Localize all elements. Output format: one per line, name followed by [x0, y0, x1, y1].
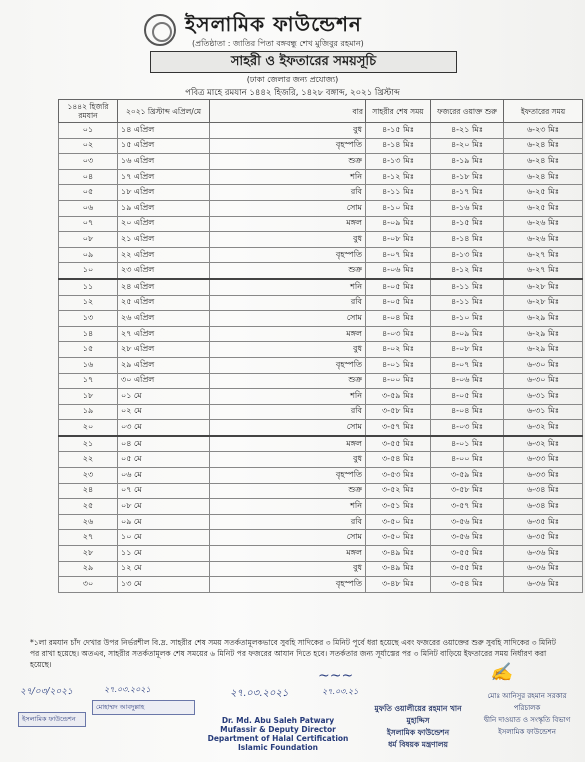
cell-iftar-time: ৬-৩২ মিঃ — [504, 436, 583, 452]
cell-gregorian-date: ০৫ মে — [118, 452, 210, 468]
cell-hijri-day: ০২ — [59, 138, 118, 154]
sig3-title: পরিচালক — [513, 704, 541, 712]
cell-iftar-time: ৬-৩৪ মিঃ — [504, 483, 583, 499]
cell-gregorian-date: ১২ মে — [118, 561, 210, 577]
cell-sahri-end: ৩-৪৮ মিঃ — [366, 577, 431, 593]
cell-fajr-start: ৪-১১ মিঃ — [431, 295, 504, 311]
table-row — [59, 295, 583, 311]
cell-hijri-day: ১৮ — [59, 389, 118, 405]
cell-iftar-time: ৬-৩৪ মিঃ — [504, 499, 583, 515]
cell-weekday: মঙ্গল — [210, 546, 366, 562]
table-row — [59, 404, 583, 420]
table-row — [59, 436, 583, 452]
cell-weekday: বৃহস্পতি — [210, 357, 366, 373]
cell-hijri-day: ২২ — [59, 452, 118, 468]
cell-iftar-time: ৬-২৬ মিঃ — [504, 216, 583, 232]
cell-iftar-time: ৬-৩০ মিঃ — [504, 373, 583, 389]
cell-hijri-day: ১৩ — [59, 311, 118, 327]
table-row — [59, 138, 583, 154]
table-row — [59, 373, 583, 389]
table-row — [59, 420, 583, 436]
cell-gregorian-date: ২৬ এপ্রিল — [118, 311, 210, 327]
table-row — [59, 154, 583, 170]
stamp-left-label: ইসলামিক ফাউন্ডেশন — [22, 715, 76, 723]
cell-fajr-start: ৪-০৬ মিঃ — [431, 373, 504, 389]
stamp-name-abdullah-text: মোহাম্মদ আবদুল্লাহ — [96, 703, 145, 711]
col-header-day: বার — [210, 100, 366, 123]
cell-sahri-end: ৩-৪৯ মিঃ — [366, 561, 431, 577]
cell-sahri-end: ৩-৫৭ মিঃ — [366, 420, 431, 436]
table-row — [59, 247, 583, 263]
cell-hijri-day: ২৪ — [59, 483, 118, 499]
cell-fajr-start: ৪-১২ মিঃ — [431, 263, 504, 279]
table-row — [59, 232, 583, 248]
cell-sahri-end: ৩-৫০ মিঃ — [366, 530, 431, 546]
cell-weekday: সোম — [210, 200, 366, 216]
cell-weekday: শুক্র — [210, 154, 366, 170]
cell-iftar-time: ৬-২৩ মিঃ — [504, 123, 583, 139]
cell-fajr-start: ৪-১০ মিঃ — [431, 311, 504, 327]
sig1-org: Islamic Foundation — [237, 743, 319, 752]
cell-weekday: সোম — [210, 530, 366, 546]
table-row — [59, 483, 583, 499]
table-row — [59, 169, 583, 185]
table-row — [59, 577, 583, 593]
cell-weekday: শুক্র — [210, 483, 366, 499]
cell-gregorian-date: ০৯ মে — [118, 514, 210, 530]
cell-fajr-start: ৪-০৭ মিঃ — [431, 357, 504, 373]
cell-fajr-start: ৪-০৫ মিঃ — [431, 389, 504, 405]
cell-sahri-end: ৩-৫৮ মিঃ — [366, 404, 431, 420]
cell-iftar-time: ৬-৩৩ মিঃ — [504, 468, 583, 484]
col-header-sahri: সাহরীর শেষ সময় — [366, 100, 431, 123]
cell-gregorian-date: ১৯ এপ্রিল — [118, 200, 210, 216]
schedule-table — [58, 99, 583, 593]
cell-fajr-start: ৪-১৮ মিঃ — [431, 169, 504, 185]
table-row — [59, 185, 583, 201]
cell-iftar-time: ৬-২৭ মিঃ — [504, 247, 583, 263]
cell-weekday: মঙ্গল — [210, 216, 366, 232]
cell-gregorian-date: ২৮ এপ্রিল — [118, 342, 210, 358]
table-row — [59, 389, 583, 405]
sig3-org: ইসলামিক ফাউন্ডেশন — [498, 728, 556, 736]
cell-weekday: বুধ — [210, 232, 366, 248]
document-subtitle: (ঢাকা জেলার জন্য প্রযোজ্য) — [246, 75, 339, 84]
cell-weekday: সোম — [210, 420, 366, 436]
sig1-title: Mufassir & Deputy Director — [220, 725, 336, 734]
cell-fajr-start: ৩-৫৬ মিঃ — [431, 514, 504, 530]
cell-weekday: বুধ — [210, 342, 366, 358]
cell-sahri-end: ৪-০৫ মিঃ — [366, 279, 431, 295]
cell-hijri-day: ২৩ — [59, 468, 118, 484]
sig2-title: মুহাদ্দিস — [406, 716, 430, 725]
cell-fajr-start: ৪-২১ মিঃ — [431, 123, 504, 139]
cell-sahri-end: ৪-০২ মিঃ — [366, 342, 431, 358]
cell-sahri-end: ৪-০১ মিঃ — [366, 357, 431, 373]
month-line: পবিত্র মাহে রমযান ১৪৪২ হিজরি, ১৪২৮ বঙ্গাব্দ, ২০২১ খ্রিস্টাব্দ — [185, 88, 400, 98]
cell-iftar-time: ৬-২৬ মিঃ — [504, 232, 583, 248]
stamp-left — [18, 712, 86, 727]
cell-hijri-day: ১০ — [59, 263, 118, 279]
table-row — [59, 468, 583, 484]
col-header-hijri: ১৪৪২ হিজরি রমযান — [59, 100, 118, 123]
table-header-row — [59, 100, 583, 123]
cell-gregorian-date: ০৬ মে — [118, 468, 210, 484]
cell-sahri-end: ৩-৫৯ মিঃ — [366, 389, 431, 405]
cell-iftar-time: ৬-২৮ মিঃ — [504, 279, 583, 295]
cell-sahri-end: ৪-১২ মিঃ — [366, 169, 431, 185]
cell-weekday: শনি — [210, 389, 366, 405]
cell-fajr-start: ৪-১৬ মিঃ — [431, 200, 504, 216]
cell-hijri-day: ৩০ — [59, 577, 118, 593]
cell-iftar-time: ৬-২৯ মিঃ — [504, 342, 583, 358]
cell-gregorian-date: ০৭ মে — [118, 483, 210, 499]
cell-gregorian-date: ১৭ এপ্রিল — [118, 169, 210, 185]
cell-hijri-day: ০৮ — [59, 232, 118, 248]
cell-hijri-day: ২০ — [59, 420, 118, 436]
col-header-gregorian: ২০২১ খ্রিস্টাব্দ এপ্রিল/মে — [118, 100, 210, 123]
cell-iftar-time: ৬-৩৬ মিঃ — [504, 561, 583, 577]
founder-line: (প্রতিষ্ঠাতা : জাতির পিতা বঙ্গবন্ধু শেখ মুজিবুর রহমান) — [192, 39, 364, 48]
cell-gregorian-date: ১০ মে — [118, 530, 210, 546]
cell-fajr-start: ৪-২০ মিঃ — [431, 138, 504, 154]
cell-weekday: রবি — [210, 295, 366, 311]
cell-fajr-start: ৪-১৫ মিঃ — [431, 216, 504, 232]
cell-weekday: মঙ্গল — [210, 436, 366, 452]
table-row — [59, 200, 583, 216]
cell-sahri-end: ৪-০৪ মিঃ — [366, 311, 431, 327]
cell-sahri-end: ৪-১৪ মিঃ — [366, 138, 431, 154]
table-row — [59, 530, 583, 546]
signature-date-mufti: ২৭.০৩.২১ — [322, 687, 359, 696]
cell-weekday: শুক্র — [210, 263, 366, 279]
signature-date-2: ২৭.০৩.২০২১ — [104, 685, 151, 694]
cell-iftar-time: ৬-২৮ মিঃ — [504, 295, 583, 311]
cell-weekday: বৃহস্পতি — [210, 577, 366, 593]
sig2-org: ইসলামিক ফাউন্ডেশন — [386, 728, 450, 737]
cell-sahri-end: ৩-৫০ মিঃ — [366, 514, 431, 530]
cell-sahri-end: ৪-০৬ মিঃ — [366, 263, 431, 279]
cell-hijri-day: ২৯ — [59, 561, 118, 577]
sig3-dept: দ্বীনি দাওয়াত ও সংস্কৃতি বিভাগ — [483, 716, 571, 724]
cell-iftar-time: ৬-৩১ মিঃ — [504, 389, 583, 405]
cell-iftar-time: ৬-২৪ মিঃ — [504, 138, 583, 154]
cell-gregorian-date: ০৪ মে — [118, 436, 210, 452]
cell-fajr-start: ৪-০৮ মিঃ — [431, 342, 504, 358]
cell-hijri-day: ২৭ — [59, 530, 118, 546]
cell-weekday: রবি — [210, 404, 366, 420]
sig2-name: মুফতি ওয়ালীয়ের রহমান খান — [374, 704, 462, 713]
cell-fajr-start: ৪-১৩ মিঃ — [431, 247, 504, 263]
cell-gregorian-date: ২৫ এপ্রিল — [118, 295, 210, 311]
cell-hijri-day: ২১ — [59, 436, 118, 452]
table-row — [59, 311, 583, 327]
cell-hijri-day: ১৭ — [59, 373, 118, 389]
cell-weekday: সোম — [210, 311, 366, 327]
cell-iftar-time: ৬-৩৫ মিঃ — [504, 530, 583, 546]
cell-fajr-start: ৪-০০ মিঃ — [431, 452, 504, 468]
signature-scrawl-director: ✍ — [490, 662, 513, 683]
cell-hijri-day: ০৭ — [59, 216, 118, 232]
cell-sahri-end: ৪-১৫ মিঃ — [366, 123, 431, 139]
footnote: *১লা রমযান চাঁদ দেখার উপর নির্ভরশীল বি.দ্র. সাহরীর শেষ সময় সতর্কতামূলকভাবে সুবহি সাদিকের ৩ মিনিট পূর্বে ধরা হয়েছে এবং ফজরের ওয়াক্তের শুরু সুবহি সাদিকের ৩ মিনিট পর রাখা হয়েছে। অতএব, সাহরীর সতর্কতামূলক শেষ সময়ের ৬ মিনিট পর ফজরের আযান দিতে হবে। সতর্কতার জন্য সূর্যাস্তের পর ৩ মিনিট বাড়িয়ে ইফতারের সময় নির্ধারণ করা হয়েছে। — [30, 638, 556, 669]
cell-hijri-day: ১৯ — [59, 404, 118, 420]
foundation-logo-icon — [144, 14, 176, 46]
cell-gregorian-date: ২৯ এপ্রিল — [118, 357, 210, 373]
table-row — [59, 546, 583, 562]
cell-iftar-time: ৬-৩৬ মিঃ — [504, 577, 583, 593]
cell-sahri-end: ৪-১০ মিঃ — [366, 200, 431, 216]
signature-date-3: ২৭.০৩.২০২১ — [230, 688, 289, 699]
cell-hijri-day: ২৮ — [59, 546, 118, 562]
cell-hijri-day: ০৫ — [59, 185, 118, 201]
table-row — [59, 452, 583, 468]
cell-iftar-time: ৬-২৪ মিঃ — [504, 169, 583, 185]
cell-iftar-time: ৬-৩২ মিঃ — [504, 420, 583, 436]
cell-iftar-time: ৬-৩৫ মিঃ — [504, 514, 583, 530]
cell-hijri-day: ১৪ — [59, 326, 118, 342]
cell-gregorian-date: ২০ এপ্রিল — [118, 216, 210, 232]
cell-weekday: বুধ — [210, 123, 366, 139]
cell-gregorian-date: ১১ মে — [118, 546, 210, 562]
cell-sahri-end: ৩-৪৯ মিঃ — [366, 546, 431, 562]
document-title: সাহরী ও ইফতারের সময়সূচি — [150, 51, 457, 73]
table-row — [59, 216, 583, 232]
table-row — [59, 514, 583, 530]
cell-gregorian-date: ২৭ এপ্রিল — [118, 326, 210, 342]
cell-hijri-day: ১২ — [59, 295, 118, 311]
cell-hijri-day: ০১ — [59, 123, 118, 139]
cell-sahri-end: ৩-৫৫ মিঃ — [366, 436, 431, 452]
cell-fajr-start: ৩-৫৮ মিঃ — [431, 483, 504, 499]
organization-name: ইসলামিক ফাউন্ডেশন — [185, 12, 362, 36]
table-row — [59, 499, 583, 515]
cell-iftar-time: ৬-২৯ মিঃ — [504, 326, 583, 342]
cell-sahri-end: ৪-১৩ মিঃ — [366, 154, 431, 170]
cell-fajr-start: ৪-০৪ মিঃ — [431, 404, 504, 420]
cell-weekday: রবি — [210, 514, 366, 530]
cell-gregorian-date: ১৫ এপ্রিল — [118, 138, 210, 154]
cell-gregorian-date: ০২ মে — [118, 404, 210, 420]
cell-fajr-start: ৪-১১ মিঃ — [431, 279, 504, 295]
sig3-name: মোঃ আনিসুর রহমান সরকার — [487, 692, 567, 700]
cell-weekday: শুক্র — [210, 373, 366, 389]
cell-iftar-time: ৬-৩৩ মিঃ — [504, 452, 583, 468]
cell-gregorian-date: ১৩ মে — [118, 577, 210, 593]
cell-sahri-end: ৪-০৯ মিঃ — [366, 216, 431, 232]
cell-weekday: বৃহস্পতি — [210, 247, 366, 263]
cell-gregorian-date: ০১ মে — [118, 389, 210, 405]
cell-iftar-time: ৬-২৯ মিঃ — [504, 311, 583, 327]
cell-sahri-end: ৪-০৮ মিঃ — [366, 232, 431, 248]
cell-iftar-time: ৬-২৭ মিঃ — [504, 263, 583, 279]
cell-weekday: বুধ — [210, 561, 366, 577]
cell-gregorian-date: ১৪ এপ্রিল — [118, 123, 210, 139]
cell-fajr-start: ৩-৫৪ মিঃ — [431, 577, 504, 593]
cell-fajr-start: ৪-০৯ মিঃ — [431, 326, 504, 342]
cell-gregorian-date: ২২ এপ্রিল — [118, 247, 210, 263]
cell-fajr-start: ৪-১৯ মিঃ — [431, 154, 504, 170]
cell-sahri-end: ৪-০৭ মিঃ — [366, 247, 431, 263]
cell-weekday: বৃহস্পতি — [210, 138, 366, 154]
sig2-dept: ধর্ম বিষয়ক মন্ত্রণালয় — [388, 740, 448, 749]
signature-date-left: ২৭/০৩/২০২১ — [20, 687, 73, 697]
col-header-fajr: ফজরের ওয়াক্ত শুরু — [431, 100, 504, 123]
cell-hijri-day: ২৫ — [59, 499, 118, 515]
cell-hijri-day: ১৫ — [59, 342, 118, 358]
cell-gregorian-date: ১৮ এপ্রিল — [118, 185, 210, 201]
table-row — [59, 357, 583, 373]
cell-hijri-day: ০৩ — [59, 154, 118, 170]
table-row — [59, 263, 583, 279]
cell-gregorian-date: ০৩ মে — [118, 420, 210, 436]
cell-hijri-day: ২৬ — [59, 514, 118, 530]
table-row — [59, 561, 583, 577]
sig1-name: Dr. Md. Abu Saleh Patwary — [221, 716, 335, 725]
cell-gregorian-date: ৩০ এপ্রিল — [118, 373, 210, 389]
cell-iftar-time: ৬-৩৬ মিঃ — [504, 546, 583, 562]
signature-block-director — [472, 690, 582, 738]
table-row — [59, 279, 583, 295]
cell-weekday: শনি — [210, 499, 366, 515]
cell-weekday: বুধ — [210, 452, 366, 468]
cell-gregorian-date: ১৬ এপ্রিল — [118, 154, 210, 170]
cell-fajr-start: ৩-৫৫ মিঃ — [431, 561, 504, 577]
cell-fajr-start: ৪-০৩ মিঃ — [431, 420, 504, 436]
cell-fajr-start: ৩-৫৬ মিঃ — [431, 530, 504, 546]
cell-sahri-end: ৪-০৩ মিঃ — [366, 326, 431, 342]
cell-sahri-end: ৩-৫১ মিঃ — [366, 499, 431, 515]
schedule-body — [59, 123, 583, 593]
cell-sahri-end: ৩-৫২ মিঃ — [366, 483, 431, 499]
cell-sahri-end: ৩-৫৩ মিঃ — [366, 468, 431, 484]
cell-hijri-day: ১৬ — [59, 357, 118, 373]
cell-iftar-time: ৬-৩১ মিঃ — [504, 404, 583, 420]
cell-gregorian-date: ০৮ মে — [118, 499, 210, 515]
cell-gregorian-date: ২৪ এপ্রিল — [118, 279, 210, 295]
cell-fajr-start: ৪-১৭ মিঃ — [431, 185, 504, 201]
cell-weekday: শনি — [210, 169, 366, 185]
cell-hijri-day: ০৯ — [59, 247, 118, 263]
signature-scrawl-mufti: ~~~ — [318, 668, 354, 684]
cell-sahri-end: ৪-১১ মিঃ — [366, 185, 431, 201]
sig1-dept: Department of Halal Certification — [207, 734, 349, 743]
table-row — [59, 326, 583, 342]
cell-hijri-day: ০৬ — [59, 200, 118, 216]
cell-weekday: শনি — [210, 279, 366, 295]
cell-iftar-time: ৬-২৫ মিঃ — [504, 185, 583, 201]
cell-fajr-start: ৩-৫৭ মিঃ — [431, 499, 504, 515]
cell-fajr-start: ৪-০১ মিঃ — [431, 436, 504, 452]
cell-weekday: রবি — [210, 185, 366, 201]
cell-sahri-end: ৩-৫৪ মিঃ — [366, 452, 431, 468]
cell-gregorian-date: ২৩ এপ্রিল — [118, 263, 210, 279]
cell-iftar-time: ৬-৩০ মিঃ — [504, 357, 583, 373]
table-row — [59, 123, 583, 139]
cell-fajr-start: ৩-৫৫ মিঃ — [431, 546, 504, 562]
cell-fajr-start: ৩-৫৯ মিঃ — [431, 468, 504, 484]
cell-weekday: মঙ্গল — [210, 326, 366, 342]
col-header-iftar: ইফতারের সময় — [504, 100, 583, 123]
cell-fajr-start: ৪-১৪ মিঃ — [431, 232, 504, 248]
cell-sahri-end: ৪-০৫ মিঃ — [366, 295, 431, 311]
cell-weekday: বৃহস্পতি — [210, 468, 366, 484]
stamp-name-abdullah — [92, 700, 195, 715]
cell-iftar-time: ৬-২৪ মিঃ — [504, 154, 583, 170]
cell-iftar-time: ৬-২৫ মিঃ — [504, 200, 583, 216]
cell-hijri-day: ১১ — [59, 279, 118, 295]
cell-sahri-end: ৪-০০ মিঃ — [366, 373, 431, 389]
cell-gregorian-date: ২১ এপ্রিল — [118, 232, 210, 248]
table-row — [59, 342, 583, 358]
cell-hijri-day: ০৪ — [59, 169, 118, 185]
